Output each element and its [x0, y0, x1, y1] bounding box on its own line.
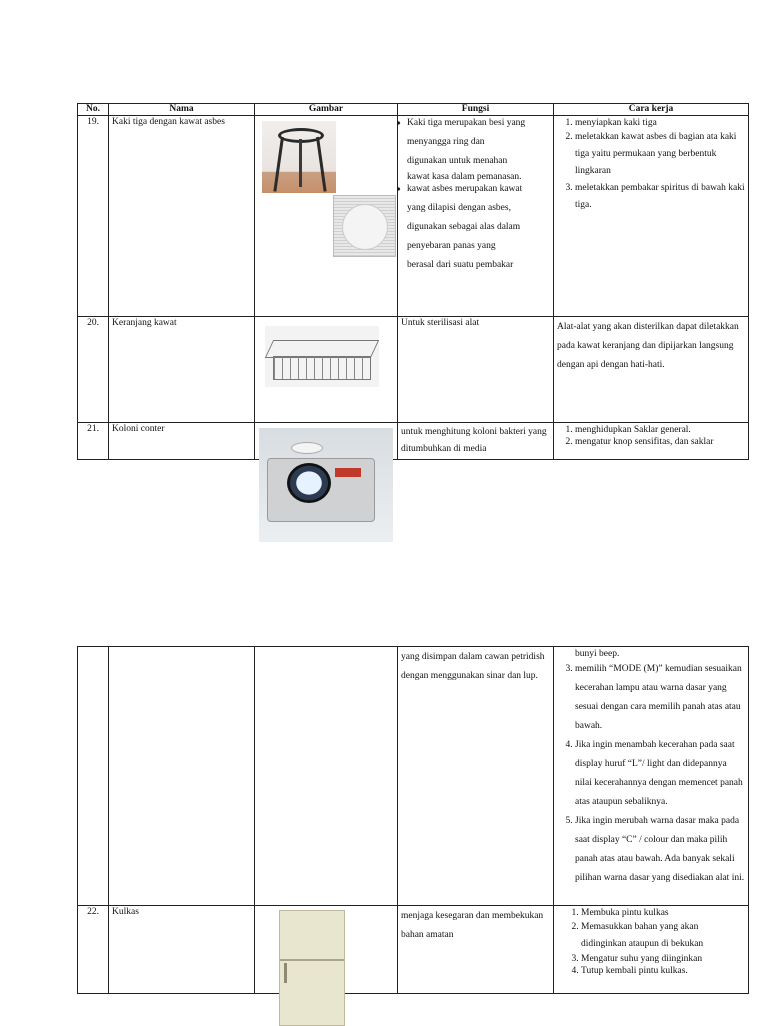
list-item: [399, 183, 550, 275]
table-row: [78, 317, 749, 423]
header-nama: Nama: [109, 104, 255, 116]
function-line: yang dilapisi dengan asbes,: [407, 203, 511, 213]
list-item: 1. Membuka pintu kulkas: [581, 907, 745, 919]
list-item: 2. Memasukkan bahan yang akan didinginkan ataupun di bekukan: [581, 919, 745, 953]
function-line: digunakan untuk menahan: [407, 156, 508, 166]
list-item: 4. Tutup kembali pintu kulkas.: [581, 965, 745, 977]
function-text: kawat asbes merupakan kawat: [407, 184, 523, 194]
list-item: 3. meletakkan pembakar spiritus di bawah kaki tiga.: [575, 180, 745, 214]
table-row: [78, 647, 749, 906]
list-item: 5. Jika ingin merubah warna dasar maka pada saat display “C” / colour dan maka pilih panah atas atau bawah. Ada banyak sekali pilihan warna dasar yang disediakan alat ini.: [575, 812, 745, 888]
function-text: [407, 199, 550, 275]
item-name: Keranjang kawat: [109, 317, 255, 423]
list-item: 1. menyiapkan kaki tiga: [575, 117, 745, 129]
table-row: [78, 906, 749, 994]
wire-basket-image: [265, 326, 379, 387]
list-item: 2. mengatur knop sensifitas, dan saklar: [575, 436, 745, 448]
table-row: [78, 116, 749, 317]
item-procedure: Alat-alat yang akan disterilkan dapat diletakkan pada kawat keranjang dan dipijarkan langsung dengan api dengan hati-hati.: [554, 317, 749, 423]
header-gambar: Gambar: [255, 104, 398, 116]
item-name: Koloni conter: [109, 423, 255, 460]
procedure-list: [557, 660, 745, 888]
equipment-table-part1: [77, 103, 749, 460]
item-name: Kaki tiga dengan kawat asbes: [109, 116, 255, 317]
colony-counter-image: [259, 428, 393, 542]
item-name: [109, 647, 255, 906]
procedure-list: [557, 117, 745, 214]
table-header-row: [78, 104, 749, 116]
item-procedure: [554, 647, 749, 906]
function-text: Kaki tiga merupakan besi yang: [407, 118, 526, 128]
function-line: penyebaran panas yang: [407, 241, 496, 251]
equipment-table-part2: [77, 646, 749, 994]
function-line: menyangga ring dan: [407, 137, 485, 147]
item-name: Kulkas: [109, 906, 255, 994]
item-procedure: [554, 423, 749, 460]
list-item: [399, 117, 550, 183]
item-procedure: [554, 906, 749, 994]
row-number: 20.: [78, 317, 109, 423]
list-item: 3. memilih “MODE (M)” kemudian sesuaikan kecerahan lampu atau warna dasar yang sesuai dengan cara memilih panah atas atau bawah.: [575, 660, 745, 736]
item-function: untuk menghitung koloni bakteri yang ditumbuhkan di media: [398, 423, 554, 460]
procedure-list: [557, 424, 745, 448]
row-number: 22.: [78, 906, 109, 994]
row-number: 19.: [78, 116, 109, 317]
function-text: [407, 133, 550, 183]
row-number: 21.: [78, 423, 109, 460]
item-function: Untuk sterilisasi alat: [398, 317, 554, 423]
refrigerator-image: [279, 910, 345, 1026]
procedure-continuation: bunyi beep.: [575, 649, 620, 659]
function-list: [399, 117, 550, 275]
item-image-cell: [255, 647, 398, 906]
list-item: 4. Jika ingin menambah kecerahan pada saat display huruf “L”/ light dan didepannya nilai kecerahannya dengan memencet panah atas ataupun sebaliknya.: [575, 736, 745, 812]
header-fungsi: Fungsi: [398, 104, 554, 116]
item-function: [398, 116, 554, 317]
asbestos-gauze-image: [333, 195, 396, 257]
row-number: [78, 647, 109, 906]
header-cara-kerja: Cara kerja: [554, 104, 749, 116]
item-function: menjaga kesegaran dan membekukan bahan amatan: [398, 906, 554, 994]
function-line: berasal dari suatu pembakar: [407, 260, 514, 270]
header-no: No.: [78, 104, 109, 116]
table-row: [78, 423, 749, 460]
function-line: kawat kasa dalam pemanasan.: [407, 172, 522, 182]
list-item: 2. meletakkan kawat asbes di bagian ata kaki tiga yaitu permukaan yang berbentuk lingkaran: [575, 129, 745, 180]
tripod-image: [262, 121, 336, 193]
item-function: yang disimpan dalam cawan petridish dengan menggunakan sinar dan lup.: [398, 647, 554, 906]
procedure-list: [557, 907, 745, 977]
list-item: 3. Mengatur suhu yang diinginkan: [581, 953, 745, 965]
item-procedure: [554, 116, 749, 317]
list-item: 1. menghidupkan Saklar general.: [575, 424, 745, 436]
function-line: digunakan sebagai alas dalam: [407, 222, 521, 232]
